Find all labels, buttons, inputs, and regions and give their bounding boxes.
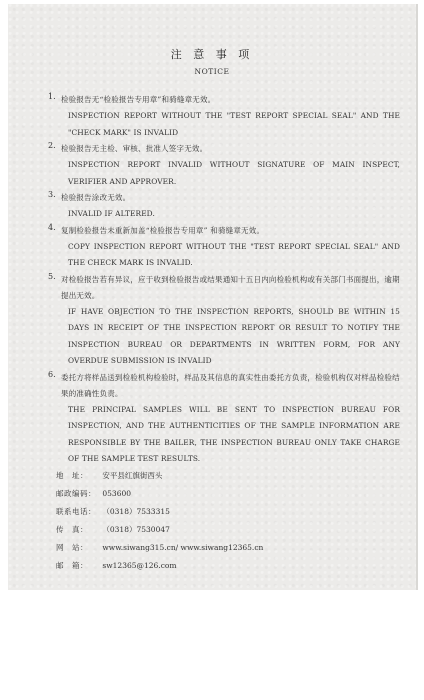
item-text-en: THE PRINCIPAL SAMPLES WILL BE SENT TO INSPECTION BUREAU FOR INSPECTION, AND THE AUTHENTICITIES OF THE SAMPLE INFORMATION ARE RESPONSIBLE BY THE BAILER, THE INSPECTION BUREAU ONLY TAKE CHARGE OF THE SAMPLE TEST RESULTS. [68,404,400,463]
phone-row [56,506,386,524]
item-number: 4. [48,222,56,232]
fax-label: 传 真： [56,525,88,534]
website-row [56,542,386,560]
item-text-en: INVALID IF ALTERED. [68,209,155,218]
item-text-zh: 委托方将样品送到检验机构检验时，样品及其信息的真实性由委托方负责，检验机构仅对样品检验结果的准确性负责。 [61,372,400,398]
item-number: 5. [48,271,56,281]
website-label: 网 站： [56,543,88,552]
item-text-zh: 检验报告无主检、审核、批准人签字无效。 [61,144,208,153]
item-text-en: COPY INSPECTION REPORT WITHOUT THE "TEST REPORT SPECIAL SEAL" AND THE CHECK MARK IS INVALID. [68,241,400,267]
phone-value: （0318）7533315 [102,507,170,516]
email-label: 邮 箱： [56,561,88,570]
phone-label: 联系电话： [56,507,96,516]
notice-item [48,141,400,190]
item-text-zh: 检验报告无“检验报告专用章”和骑缝章无效。 [61,95,216,104]
item-text-en: INSPECTION REPORT WITHOUT THE "TEST REPORT SPECIAL SEAL" AND THE "CHECK MARK" IS INVALID [68,111,400,137]
postcode-row [56,488,386,506]
item-number: 6. [48,369,56,379]
address-row [56,470,386,488]
item-number: 3. [48,190,56,199]
item-text-zh: 复制检验报告未重新加盖“检验报告专用章” 和骑缝章无效。 [61,225,265,235]
email-row [56,560,386,578]
notice-item [48,272,400,370]
item-text-en: INSPECTION REPORT INVALID WITHOUT SIGNATURE OF MAIN INSPECT, VERIFIER AND APPROVER. [68,160,400,186]
address-label: 地 址： [56,471,88,480]
address-value: 安平县红旗街西头 [102,471,163,480]
notice-page [8,4,418,590]
item-text-zh: 对检验报告若有异议，应于收到检验报告或结果通知十五日内向检验机构或有关部门书面提出，逾期提出无效。 [61,274,400,300]
item-text-zh: 检验报告涂改无效。 [61,193,131,202]
notice-item [48,370,400,468]
postcode-label: 邮政编码： [56,489,96,498]
notice-list [48,92,400,468]
notice-item [48,190,400,223]
notice-item [48,92,400,141]
notice-item [48,223,400,272]
website-value: www.siwang315.cn/ www.siwang12365.cn [102,543,264,552]
postcode-value: 053600 [102,489,132,498]
item-number: 1. [48,92,56,101]
fax-value: （0318）7530047 [102,525,170,534]
fax-row [56,524,386,542]
page-subtitle: NOTICE [194,67,230,76]
item-number: 2. [48,141,56,150]
page-title: 注 意 事 项 [170,48,254,61]
contact-info [56,470,386,578]
email-value: sw12365@126.com [102,561,177,570]
item-text-en: IF HAVE OBJECTION TO THE INSPECTION REPORTS, SHOULD BE WITHIN 15 DAYS IN RECEIPT OF THE INSPECTION REPORT OR RESULT TO NOTIFY THE INSPECTION BUREAU OR DEPARTMENTS IN WRITTEN FORM, FOR ANY OVERDUE SUBMISSION IS INVALID [68,306,400,365]
